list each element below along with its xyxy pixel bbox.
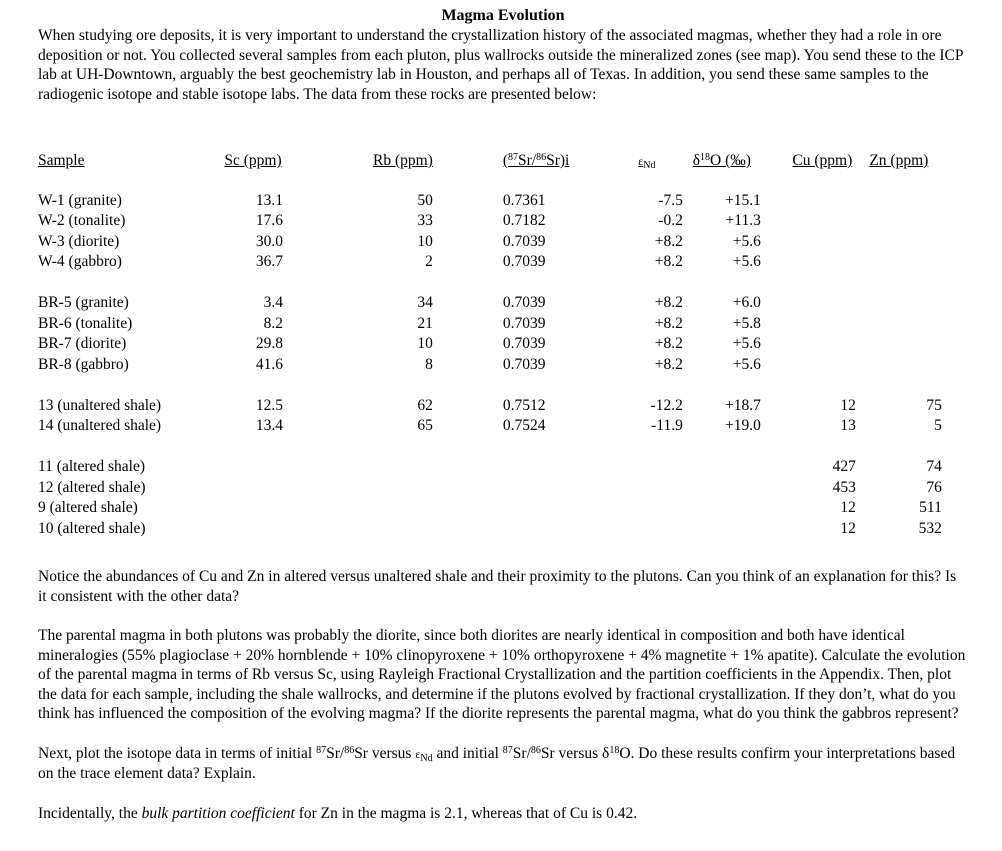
cell-delta-18o: +5.6 — [732, 355, 761, 373]
cell-delta-18o: +18.7 — [724, 396, 761, 414]
cell-cu — [789, 232, 856, 253]
cell-epsilon-nd: +8.2 — [654, 232, 683, 250]
cell-sr-ratio: 0.7039 — [502, 314, 546, 332]
cell-sample: W-3 (diorite) — [38, 232, 120, 250]
cell-cu — [789, 334, 856, 355]
cell-sr-ratio: 0.7039 — [502, 294, 546, 311]
cell-delta-18o — [683, 457, 761, 478]
sample-data-table — [38, 151, 942, 539]
table-row — [38, 293, 942, 314]
table-header-row — [38, 151, 942, 172]
cell-rb: 33 — [417, 212, 433, 229]
cell-sample: BR-8 (gabbro) — [38, 355, 129, 373]
cell-delta-18o: +5.8 — [732, 314, 761, 332]
document-title: Magma Evolution — [441, 7, 565, 24]
cell-epsilon-nd: +8.2 — [654, 335, 683, 352]
cell-sample: 13 (unaltered shale) — [38, 396, 162, 414]
table-row — [38, 232, 942, 253]
cell-cu: 427 — [832, 458, 856, 475]
cell-epsilon-nd: -11.9 — [651, 417, 683, 434]
table-row — [38, 416, 942, 437]
header-sc: Sc (ppm) — [224, 152, 282, 169]
cell-zn — [856, 252, 942, 273]
cell-sr-ratio: 0.7182 — [502, 212, 546, 229]
table-row — [38, 252, 942, 273]
table-row — [38, 211, 942, 232]
cell-sample: BR-5 (granite) — [38, 294, 129, 311]
cell-sc: 29.8 — [255, 335, 283, 352]
cell-sr-ratio — [503, 498, 611, 519]
cell-sr-ratio: 0.7039 — [502, 355, 546, 373]
cell-sample: 14 (unaltered shale) — [38, 417, 162, 434]
cell-delta-18o — [683, 498, 761, 519]
cell-epsilon-nd: +8.2 — [654, 294, 683, 311]
cell-zn — [856, 211, 942, 232]
cell-zn: 532 — [918, 519, 942, 537]
cell-sample: 11 (altered shale) — [38, 458, 146, 475]
cell-delta-18o: +5.6 — [732, 232, 761, 250]
cell-cu — [789, 191, 856, 212]
cell-epsilon-nd — [611, 457, 683, 478]
intro-paragraph: When studying ore deposits, it is very important to understand the crystallization history of the associated magmas, whether they had a role in ore deposition or not. You collected several samples from each pluton, plus wallrocks outside the mineralized zones (see map). You send these to the ICP lab at UH-Downtown, arguably the best geochemistry lab in Houston, and perhaps all of Texas. In addition, you send these same samples to the radiogenic isotope and stable isotope labs. The data from these rocks are presented below: — [38, 27, 963, 103]
document-page — [38, 6, 968, 822]
cell-cu: 453 — [832, 478, 856, 496]
cell-epsilon-nd — [611, 498, 683, 519]
cell-sample: 12 (altered shale) — [38, 478, 146, 496]
cell-sc: 12.5 — [255, 396, 283, 414]
cell-sample: W-1 (granite) — [38, 191, 122, 209]
cell-sample: BR-6 (tonalite) — [38, 314, 133, 332]
body-text — [38, 567, 968, 823]
cell-rb: 34 — [417, 294, 433, 311]
cell-delta-18o — [683, 478, 761, 499]
cell-delta-18o: +5.6 — [732, 335, 761, 352]
cell-zn: 76 — [926, 478, 942, 496]
cell-rb: 8 — [425, 355, 433, 373]
cell-epsilon-nd: -12.2 — [650, 396, 683, 414]
cell-rb: 10 — [417, 232, 433, 250]
cell-rb: 10 — [417, 335, 433, 352]
cell-rb — [373, 478, 433, 499]
table-row — [38, 355, 942, 376]
parental-magma-paragraph: The parental magma in both plutons was probably the diorite, since both diorites are nearly identical in composition and both have identical mineralogies (55% plagioclase + 20% hornblende + 10% clinopyroxene + 10% orthopyroxene + 4% magnetite + 1% apatite). Calculate the evolution of the parental magma in terms of Rb versus Sc, using Rayleigh Fractional Crystallization and the partition coefficients in the Appendix. Then, plot the data for each sample, including the shale wallrocks, and determine if the plutons evolved by fractional crystallization. If they don’t, what do you think has influenced the composition of the evolving magma? If the diorite represents the parental magma, what do you think the gabbros represent? — [38, 627, 966, 722]
cell-sr-ratio — [503, 478, 611, 499]
cell-sc: 13.4 — [255, 417, 283, 434]
cell-zn — [856, 293, 942, 314]
incidentally-paragraph: Incidentally, the bulk partition coefficient for Zn in the magma is 2.1, whereas that of Cu is 0.42. — [38, 804, 638, 822]
cell-zn — [856, 355, 942, 376]
cell-sc — [223, 478, 283, 499]
cell-rb: 50 — [417, 191, 433, 209]
cell-delta-18o: +11.3 — [725, 212, 761, 229]
cell-sr-ratio — [503, 457, 611, 478]
cell-zn — [856, 232, 942, 253]
cell-zn — [856, 334, 942, 355]
cell-cu — [789, 355, 856, 376]
table-row — [38, 498, 942, 519]
cell-sc: 41.6 — [255, 355, 283, 373]
cell-rb — [373, 498, 433, 519]
table-body — [38, 172, 942, 540]
cell-sc — [223, 498, 283, 519]
cell-epsilon-nd: -7.5 — [658, 191, 683, 209]
cell-sample: 10 (altered shale) — [38, 519, 146, 537]
cell-rb: 21 — [417, 314, 433, 332]
cell-sample: W-4 (gabbro) — [38, 253, 122, 270]
cell-delta-18o: +15.1 — [724, 191, 761, 209]
cell-zn: 74 — [926, 458, 942, 475]
table-row — [38, 478, 942, 499]
cell-delta-18o — [683, 519, 761, 540]
cell-sc: 17.6 — [255, 212, 283, 229]
cell-delta-18o: +5.6 — [732, 253, 761, 270]
table-row — [38, 457, 942, 478]
cell-delta-18o: +19.0 — [724, 417, 761, 434]
cell-rb — [373, 519, 433, 540]
cell-zn — [856, 191, 942, 212]
cell-sr-ratio: 0.7039 — [502, 335, 546, 352]
cell-sr-ratio: 0.7524 — [502, 417, 546, 434]
cell-sr-ratio: 0.7039 — [502, 232, 546, 250]
cell-sample: W-2 (tonalite) — [38, 212, 126, 229]
cell-sc: 3.4 — [263, 294, 283, 311]
cell-delta-18o: +6.0 — [732, 294, 761, 311]
cell-epsilon-nd — [611, 478, 683, 499]
isotope-paragraph: Next, plot the isotope data in terms of initial $^{87}$Sr/$^{86}$Sr versus $\varepsilon_{Nd}$ and initial $^{87}$Sr/$^{86}$Sr versus $\delta^{18}O$. Do these results confirm your interpretations based on the trace element data? Explain. — [38, 744, 956, 782]
cell-sc: 13.1 — [255, 191, 283, 209]
cell-cu — [789, 252, 856, 273]
table-row — [38, 191, 942, 212]
header-delta-18o: $\delta^{18}O$ (‰) — [692, 152, 751, 169]
cell-zn: 75 — [926, 396, 942, 414]
cell-sr-ratio: 0.7039 — [502, 253, 546, 270]
cell-epsilon-nd: +8.2 — [654, 355, 683, 373]
cell-epsilon-nd — [611, 519, 683, 540]
cell-epsilon-nd: +8.2 — [654, 314, 683, 332]
cell-cu: 12 — [840, 396, 856, 414]
header-sample: Sample — [38, 152, 85, 169]
notice-paragraph: Notice the abundances of Cu and Zn in altered versus unaltered shale and their proximity to the plutons. Can you think of an explanation for this? Is it consistent with the other data? — [38, 568, 957, 605]
cell-sc: 8.2 — [263, 314, 283, 332]
header-zn: Zn (ppm) — [869, 152, 929, 169]
cell-sc: 30.0 — [255, 232, 283, 250]
cell-sr-ratio — [503, 519, 611, 540]
cell-rb: 62 — [417, 396, 433, 414]
cell-rb — [373, 457, 433, 478]
header-epsilon-nd: $\varepsilon_{Nd}$ — [638, 154, 656, 171]
cell-zn: 511 — [919, 499, 942, 516]
table-row — [38, 314, 942, 335]
cell-sc — [223, 519, 283, 540]
cell-cu: 12 — [840, 519, 856, 537]
cell-sr-ratio: 0.7512 — [502, 396, 546, 414]
table-row — [38, 334, 942, 355]
cell-cu — [789, 314, 856, 335]
table-row — [38, 396, 942, 417]
cell-epsilon-nd: -0.2 — [658, 212, 683, 229]
cell-cu: 12 — [840, 499, 856, 516]
cell-cu: 13 — [840, 417, 856, 434]
table-row — [38, 519, 942, 540]
header-rb: Rb (ppm) — [373, 152, 433, 169]
cell-zn: 5 — [934, 417, 942, 434]
cell-sc: 36.7 — [255, 253, 283, 270]
cell-rb: 65 — [417, 417, 433, 434]
cell-cu — [789, 211, 856, 232]
cell-sample: BR-7 (diorite) — [38, 335, 127, 352]
header-cu: Cu (ppm) — [792, 152, 853, 169]
cell-sr-ratio: 0.7361 — [502, 191, 546, 209]
cell-sc — [223, 457, 283, 478]
cell-sample: 9 (altered shale) — [38, 499, 138, 516]
header-sr-ratio: ($^{87}$Sr/$^{86}$Sr)i — [502, 152, 570, 169]
cell-epsilon-nd: +8.2 — [654, 253, 683, 270]
cell-zn — [856, 314, 942, 335]
cell-cu — [789, 293, 856, 314]
cell-rb: 2 — [425, 253, 433, 270]
